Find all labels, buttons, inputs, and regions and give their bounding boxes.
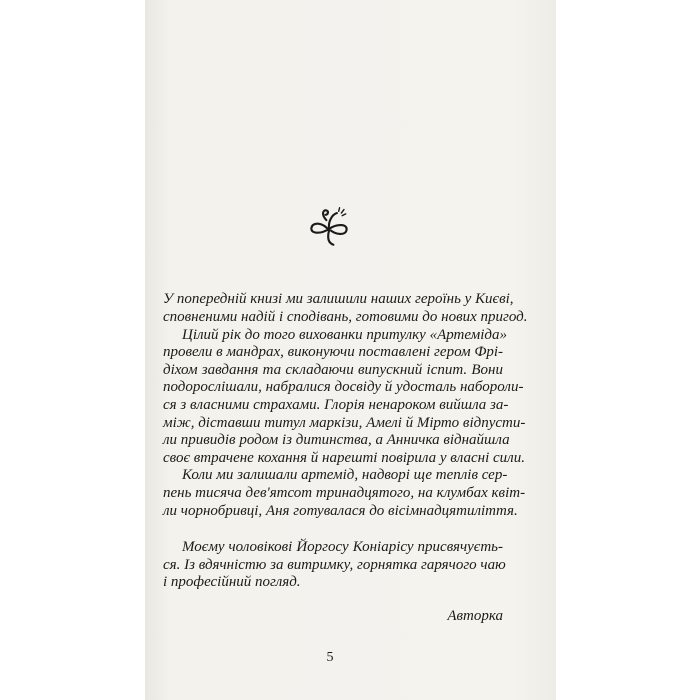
preface-line: сповненими надій і сподівань, готовими до нових пригод. [163, 309, 528, 325]
preface-line: ли чорнобривці, Аня готувалася до вісімнадцятиліття. [163, 503, 518, 519]
preface-line: подорослішали, набралися досвіду й удосталь набороли- [163, 379, 524, 395]
preface-line: Цілий рік до того вихованки притулку «Артеміда» [182, 327, 507, 343]
preface-line: ли привидів родом із дитинства, а Анничка віднайшла [163, 432, 510, 448]
dedication-line: Моєму чоловікові Йоргосу Коніарісу присвячуєть- [182, 539, 503, 555]
dedication-line: і професійний погляд. [163, 574, 301, 590]
preface-line: Коли ми залишали артемід, надворі ще теплів сер- [182, 467, 508, 483]
ornament-flourish-icon [303, 206, 355, 250]
preface-line: між, діставши титул маркізи, Амелі й Мірто відпусти- [163, 415, 526, 431]
author-signature: Авторка [447, 608, 503, 624]
preface-line: пень тисяча дев'ятсот тринадцятого, на клумбах квіт- [163, 485, 526, 501]
preface-line: провели в мандрах, виконуючи поставлені гером Фрі- [163, 344, 504, 360]
preface-line: своє втрачене кохання й нарешті повірила у власні сили. [163, 450, 525, 466]
preface-line: діхом завдання та складаючи випускний іспит. Вони [163, 362, 503, 378]
preface-line: У попередній книзі ми залишили наших героїнь у Києві, [163, 291, 514, 307]
dedication-line: ся. Із вдячністю за витримку, горнятка гарячого чаю [163, 557, 506, 573]
book-page [145, 0, 556, 700]
preface-line: ся з власними страхами. Глорія ненароком вийшла за- [163, 397, 509, 413]
page-number: 5 [326, 650, 334, 665]
